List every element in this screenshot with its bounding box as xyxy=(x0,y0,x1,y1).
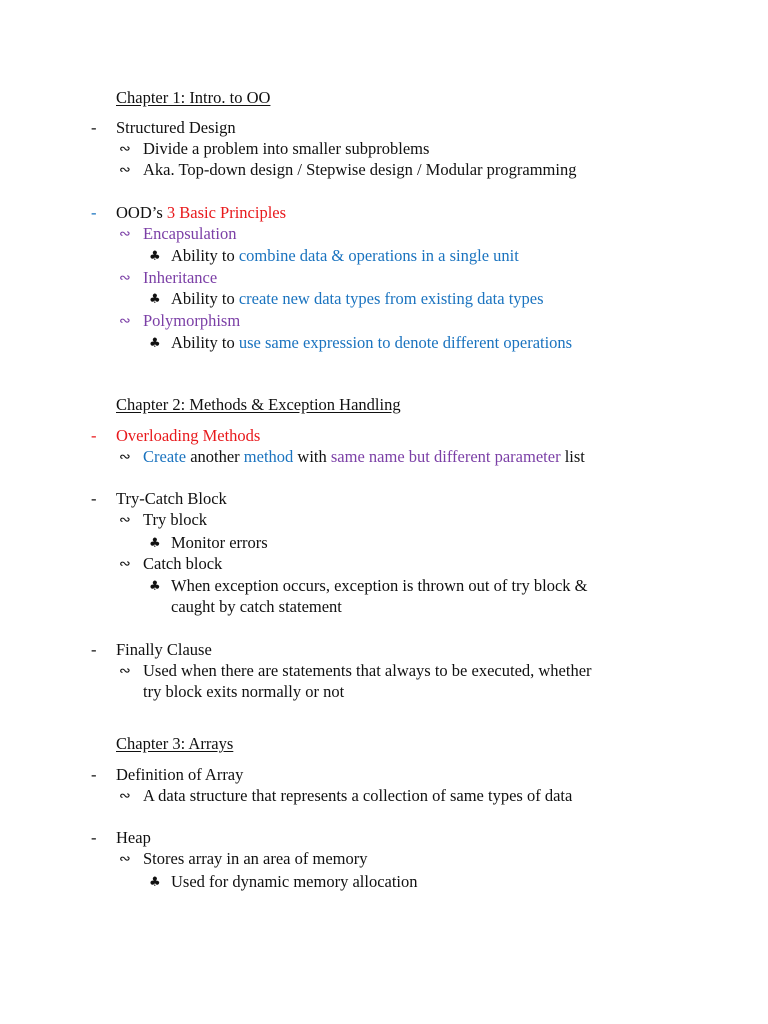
overloading-create: Create xyxy=(143,447,187,466)
array-definition-desc: A data structure that represents a collection of same types of data xyxy=(143,786,573,805)
heap-title: Heap xyxy=(116,828,151,847)
overloading-desc xyxy=(143,447,585,467)
loop-bullet-icon: ∾ xyxy=(119,313,131,329)
encapsulation-label: Encapsulation xyxy=(143,224,237,243)
club-bullet-icon: ♣ xyxy=(149,292,161,307)
loop-bullet-icon: ∾ xyxy=(119,851,131,867)
loop-bullet-icon: ∾ xyxy=(119,141,131,157)
overloading-with: with xyxy=(293,447,331,466)
overloading-title: Overloading Methods xyxy=(116,426,261,445)
club-bullet-icon: ♣ xyxy=(149,579,161,594)
finally-desc-2: try block exits normally or not xyxy=(143,682,345,701)
loop-bullet-icon: ∾ xyxy=(119,226,131,242)
structured-design-title: Structured Design xyxy=(116,118,236,137)
chapter-3-heading: Chapter 3: Arrays xyxy=(116,734,234,753)
loop-bullet-icon: ∾ xyxy=(119,270,131,286)
structured-item-2: Aka. Top-down design / Stepwise design / Modular programming xyxy=(143,160,577,179)
ood-title xyxy=(116,203,286,223)
loop-bullet-icon: ∾ xyxy=(119,162,131,178)
catch-block-desc-1: When exception occurs, exception is thrown out of try block & xyxy=(171,576,588,595)
chapter-1-heading: Chapter 1: Intro. to OO xyxy=(116,88,271,107)
overloading-list: list xyxy=(560,447,585,466)
dash-bullet: - xyxy=(91,765,97,784)
dash-bullet: - xyxy=(91,203,97,222)
heap-sub-desc: Used for dynamic memory allocation xyxy=(171,872,418,891)
dash-bullet: - xyxy=(91,426,97,445)
overloading-method: method xyxy=(243,447,294,466)
inheritance-label: Inheritance xyxy=(143,268,218,287)
encapsulation-desc xyxy=(171,246,519,266)
try-catch-title: Try-Catch Block xyxy=(116,489,227,508)
array-definition-title: Definition of Array xyxy=(116,765,244,784)
catch-block-desc-2: caught by catch statement xyxy=(171,597,342,616)
try-block-desc: Monitor errors xyxy=(171,533,268,552)
ability-prefix: Ability to xyxy=(171,289,239,308)
chapter-2-heading: Chapter 2: Methods & Exception Handling xyxy=(116,395,401,414)
dash-bullet: - xyxy=(91,118,97,137)
dash-bullet: - xyxy=(91,640,97,659)
dash-bullet: - xyxy=(91,828,97,847)
club-bullet-icon: ♣ xyxy=(149,249,161,264)
polymorphism-desc xyxy=(171,333,572,353)
structured-item-1: Divide a problem into smaller subproblems xyxy=(143,139,430,158)
loop-bullet-icon: ∾ xyxy=(119,556,131,572)
club-bullet-icon: ♣ xyxy=(149,536,161,551)
club-bullet-icon: ♣ xyxy=(149,336,161,351)
catch-block-label: Catch block xyxy=(143,554,223,573)
loop-bullet-icon: ∾ xyxy=(119,449,131,465)
inheritance-desc xyxy=(171,289,544,309)
loop-bullet-icon: ∾ xyxy=(119,512,131,528)
overloading-another: another xyxy=(186,447,244,466)
loop-bullet-icon: ∾ xyxy=(119,663,131,679)
try-block-label: Try block xyxy=(143,510,208,529)
inheritance-desc-text: create new data types from existing data types xyxy=(238,289,544,308)
polymorphism-label: Polymorphism xyxy=(143,311,241,330)
ood-title-prefix: OOD’s xyxy=(116,203,167,222)
finally-desc-1: Used when there are statements that always to be executed, whether xyxy=(143,661,592,680)
finally-title: Finally Clause xyxy=(116,640,212,659)
ability-prefix: Ability to xyxy=(171,246,239,265)
loop-bullet-icon: ∾ xyxy=(119,788,131,804)
ability-prefix: Ability to xyxy=(171,333,239,352)
dash-bullet: - xyxy=(91,489,97,508)
overloading-same-name: same name but different parameter xyxy=(330,447,561,466)
heap-desc: Stores array in an area of memory xyxy=(143,849,368,868)
encapsulation-desc-text: combine data & operations in a single unit xyxy=(238,246,519,265)
ood-title-principles: 3 Basic Principles xyxy=(166,203,287,222)
polymorphism-desc-text: use same expression to denote different operations xyxy=(238,333,573,352)
club-bullet-icon: ♣ xyxy=(149,875,161,890)
